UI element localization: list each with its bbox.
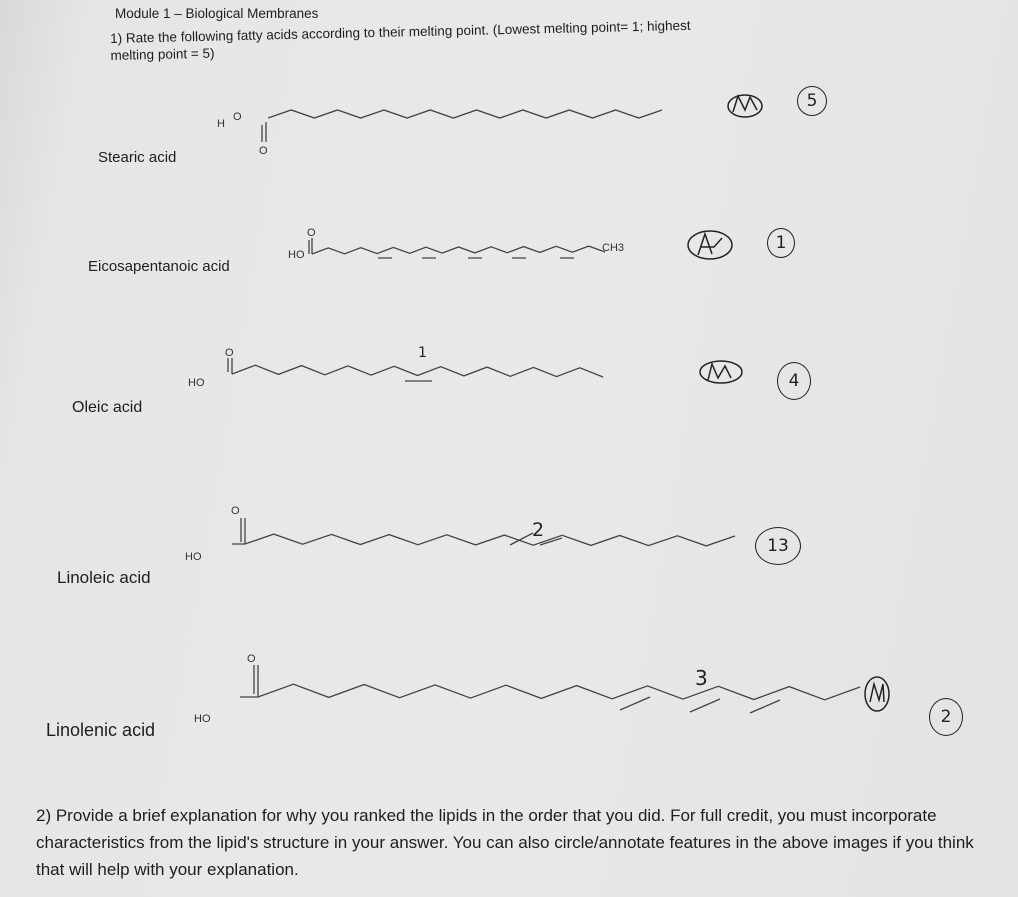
annotation-oleic: 1 [418, 345, 427, 361]
epa-chain [312, 246, 605, 254]
question-1-line2: melting point = 5) [110, 45, 215, 63]
atom-ch3: CH3 [602, 242, 625, 254]
atom-ho: HO [194, 713, 211, 725]
atom-ho: HO [185, 551, 202, 563]
linolenic-double-bonds [620, 697, 780, 713]
atom-o: O [259, 145, 268, 157]
atom-ho: HO [188, 377, 205, 389]
stearic-carbonyl [262, 122, 266, 142]
label-stearic-acid: Stearic acid [98, 149, 177, 166]
question-2: 2) Provide a brief explanation for why you ranked the lipids in the order that you did. For full credit, you must incorporate characteristics from the lipid's structure in your answer. You can also circle/annotate features in the above images if you think that will help with your explanation. [36, 806, 974, 879]
rank-stearic: 5 [797, 86, 827, 116]
linoleic-chain [245, 534, 735, 546]
rank-oleic: 4 [777, 362, 811, 400]
module-title: Module 1 – Biological Membranes [115, 6, 319, 21]
rank-linolenic: 2 [929, 698, 963, 736]
oleic-carbonyl [228, 358, 232, 374]
linolenic-chain [258, 684, 860, 700]
atom-o: O [247, 653, 256, 665]
question-1-line1: 1) Rate the following fatty acids according to their melting point. (Lowest melting point= 1; highest [110, 17, 691, 46]
label-linoleic-acid: Linoleic acid [57, 568, 151, 587]
scribble-stearic [728, 95, 762, 117]
scribble-linolenic-initials [870, 684, 884, 702]
epa-carbonyl [309, 238, 312, 254]
scribble-oleic-initials [708, 364, 731, 380]
atom-o: O [231, 505, 240, 517]
label-linolenic-acid: Linolenic acid [46, 720, 156, 740]
linolenic-carbonyl [254, 665, 258, 697]
scribble-epa-initials [698, 234, 722, 255]
atom-ho: HO [288, 249, 305, 261]
atom-o: O [233, 111, 242, 123]
scribble-epa [688, 231, 732, 259]
oleic-chain [232, 365, 603, 377]
annotation-linoleic: 2 [532, 519, 545, 541]
scribble-stearic-initials [733, 96, 757, 112]
atom-h: H [217, 118, 225, 130]
annotation-linolenic: 3 [695, 666, 708, 690]
label-eicosapentanoic-acid: Eicosapentanoic acid [88, 258, 230, 275]
atom-o: O [307, 227, 316, 239]
stearic-chain [268, 110, 662, 118]
rank-epa: 1 [767, 228, 795, 258]
atom-o: O [225, 347, 234, 359]
linoleic-carbonyl [241, 518, 245, 544]
label-oleic-acid: Oleic acid [72, 399, 143, 416]
rank-linoleic: 13 [755, 527, 801, 565]
